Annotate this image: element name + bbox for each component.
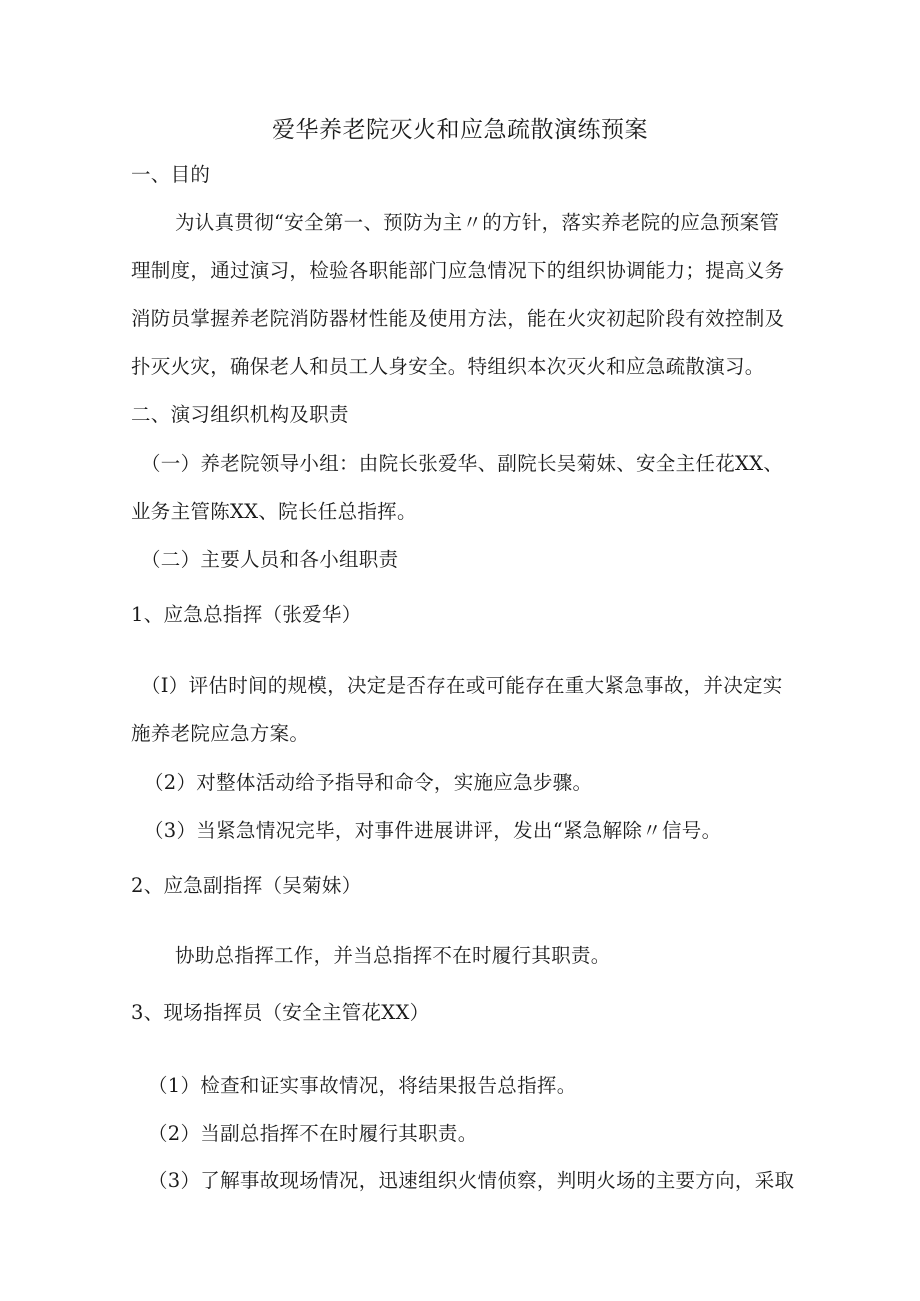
paragraph-line: （3）了解事故现场情况，迅速组织火情侦察，判明火场的主要方向，采取 bbox=[148, 1169, 795, 1192]
role-heading: 1、应急总指挥（张爱华） bbox=[131, 603, 362, 626]
document-title: 爱华养老院灭火和应急疏散演练预案 bbox=[272, 117, 648, 143]
paragraph-line: 消防员掌握养老院消防器材性能及使用方法，能在火灾初起阶段有效控制及 bbox=[131, 307, 785, 330]
paragraph-line: 施养老院应急方案。 bbox=[131, 722, 310, 745]
section-heading-purpose: 一、目的 bbox=[131, 163, 211, 186]
paragraph-line: （2）对整体活动给予指导和命令，实施应急步骤。 bbox=[144, 771, 593, 794]
paragraph-line: （2）当副总指挥不在时履行其职责。 bbox=[148, 1122, 478, 1145]
paragraph-line: 协助总指挥工作，并当总指挥不在时履行其职责。 bbox=[175, 944, 611, 967]
subsection-heading: （二）主要人员和各小组职责 bbox=[141, 548, 399, 571]
role-heading: 2、应急副指挥（吴菊妹） bbox=[131, 874, 362, 897]
paragraph-line: 业务主管陈XX、院长任总指挥。 bbox=[131, 500, 417, 523]
role-heading: 3、现场指挥员（安全主管花XX） bbox=[131, 1001, 430, 1024]
paragraph-line: （1）检查和证实事故情况，将结果报告总指挥。 bbox=[148, 1074, 577, 1097]
section-heading-organization: 二、演习组织机构及职责 bbox=[131, 403, 349, 426]
paragraph-line: 扑灭火灾，确保老人和员工人身安全。特组织本次灭火和应急疏散演习。 bbox=[131, 355, 765, 378]
paragraph-line: 为认真贯彻“安全第一、预防为主〃的方针，落实养老院的应急预案管 bbox=[175, 211, 780, 234]
paragraph-line: （3）当紧急情况完毕，对事件进展讲评，发出“紧急解除〃信号。 bbox=[144, 819, 722, 842]
paragraph-line: 理制度，通过演习，检验各职能部门应急情况下的组织协调能力；提高义务 bbox=[131, 259, 785, 282]
paragraph-line: （I）评估时间的规模，决定是否存在或可能存在重大紧急事故，并决定实 bbox=[141, 674, 783, 697]
paragraph-line: （一）养老院领导小组：由院长张爱华、副院长吴菊妹、安全主任花XX、 bbox=[141, 452, 784, 475]
